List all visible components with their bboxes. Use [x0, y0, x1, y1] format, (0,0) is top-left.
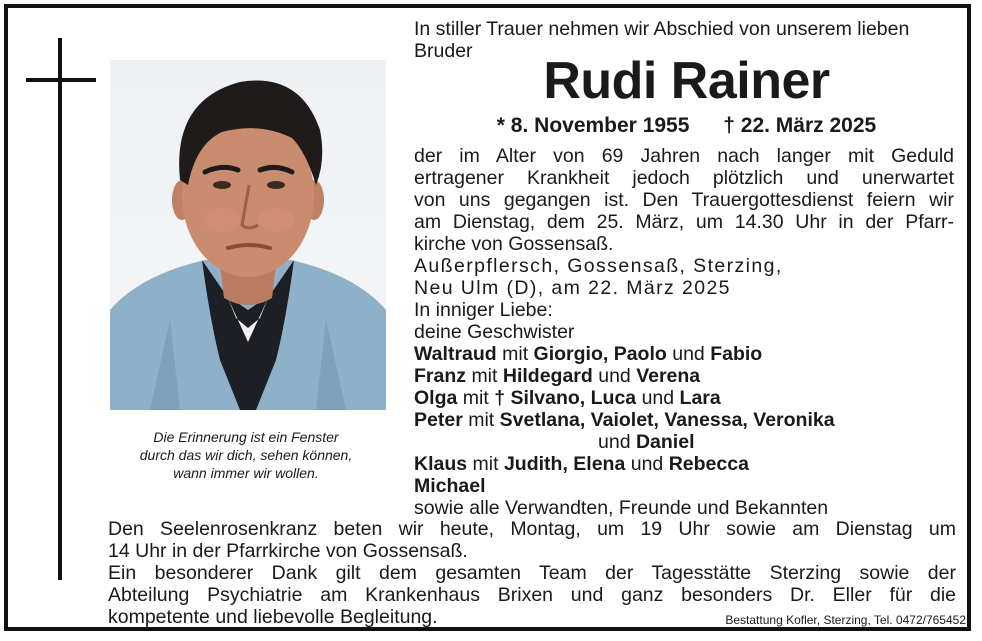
main-text	[414, 145, 954, 519]
quote-line: wann immer wir wollen.	[173, 465, 319, 481]
body-line: von uns gegangen ist. Den Trauergottesdienst feiern wir	[414, 189, 954, 211]
closing-line: Ein besonderer Dank gilt dem gesamten Team der Tagesstätte Sterzing sowie der	[108, 562, 956, 584]
family-names: Fabio	[710, 343, 763, 365]
connector: mit	[468, 409, 495, 431]
family-line-michael	[414, 475, 954, 497]
place-line: Neu Ulm (D), am 22. März 2025	[414, 277, 731, 299]
body-line: am Dienstag, dem 25. März, um 14.30 Uhr in der Pfarr-	[414, 211, 954, 233]
family-name: Olga	[414, 387, 458, 409]
family-names: Lara	[679, 387, 721, 409]
connector: mit	[462, 387, 489, 409]
closing-line: Abteilung Psychiatrie am Krankenhaus Brixen und ganz besonders Dr. Eller für die	[108, 584, 956, 606]
closing-text	[108, 518, 956, 628]
family-names: Daniel	[635, 431, 695, 453]
family-names: Rebecca	[668, 453, 749, 475]
relatives-line: sowie alle Verwandten, Freunde und Bekannten	[414, 497, 829, 519]
body-line: ertragener Krankheit jedoch plötzlich und unerwartet	[414, 167, 954, 189]
family-name: Michael	[414, 475, 486, 497]
family-line-olga	[414, 387, 954, 409]
siblings-label: deine Geschwister	[414, 321, 575, 343]
connector: mit	[472, 453, 499, 475]
family-names: Verena	[636, 365, 701, 387]
family-name: Peter	[414, 409, 463, 431]
family-names: Giorgio, Paolo	[533, 343, 667, 365]
family-name: Waltraud	[414, 343, 497, 365]
connector: und	[598, 365, 631, 387]
family-names: Hildegard	[502, 365, 593, 387]
cross-icon	[58, 38, 62, 580]
intro-line: In stiller Trauer nehmen wir Abschied von unserem lieben	[414, 18, 910, 40]
birth-date: * 8. November 1955	[496, 114, 690, 137]
connector: und	[598, 431, 631, 453]
connector: und	[641, 387, 675, 409]
family-names: † Silvano, Luca	[494, 387, 637, 409]
funeral-home-credit: Bestattung Kofler, Sterzing, Tel. 0472/765452	[725, 613, 966, 627]
memorial-quote	[96, 428, 396, 482]
family-line-franz	[414, 365, 954, 387]
family-names: Svetlana, Vaiolet, Vanessa, Veronika	[499, 409, 835, 431]
family-name: Klaus	[414, 453, 468, 475]
deceased-name: Rudi Rainer	[543, 52, 830, 110]
connector: und	[672, 343, 705, 365]
family-line-peter-cont	[414, 431, 954, 453]
place-line: Außerpflersch, Gossensaß, Sterzing,	[414, 255, 783, 277]
closing-line: 14 Uhr in der Pfarrkirche von Gossensaß.	[108, 540, 468, 562]
family-name: Franz	[414, 365, 467, 387]
relation-line: Bruder	[414, 40, 473, 62]
body-line: der im Alter von 69 Jahren nach langer mit Geduld	[414, 145, 954, 167]
quote-line: durch das wir dich, sehen können,	[139, 447, 353, 463]
cross-icon-bar	[26, 78, 96, 82]
closing-line: kompetente und liebevolle Begleitung.	[108, 606, 438, 628]
life-dates	[414, 112, 959, 140]
in-love-line: In inniger Liebe:	[414, 299, 553, 321]
portrait-illustration	[110, 60, 386, 410]
family-names: Judith, Elena	[503, 453, 626, 475]
family-line-waltraud	[414, 343, 954, 365]
quote-line: Die Erinnerung ist ein Fenster	[153, 429, 339, 445]
family-line-peter	[414, 409, 954, 431]
portrait-photo	[110, 60, 386, 410]
family-line-klaus	[414, 453, 954, 475]
connector: mit	[471, 365, 498, 387]
body-line: kirche von Gossensaß.	[414, 233, 614, 255]
connector: mit	[502, 343, 529, 365]
closing-line: Den Seelenrosenkranz beten wir heute, Montag, um 19 Uhr sowie am Dienstag um	[108, 518, 956, 540]
death-date: † 22. März 2025	[723, 114, 877, 137]
connector: und	[630, 453, 664, 475]
